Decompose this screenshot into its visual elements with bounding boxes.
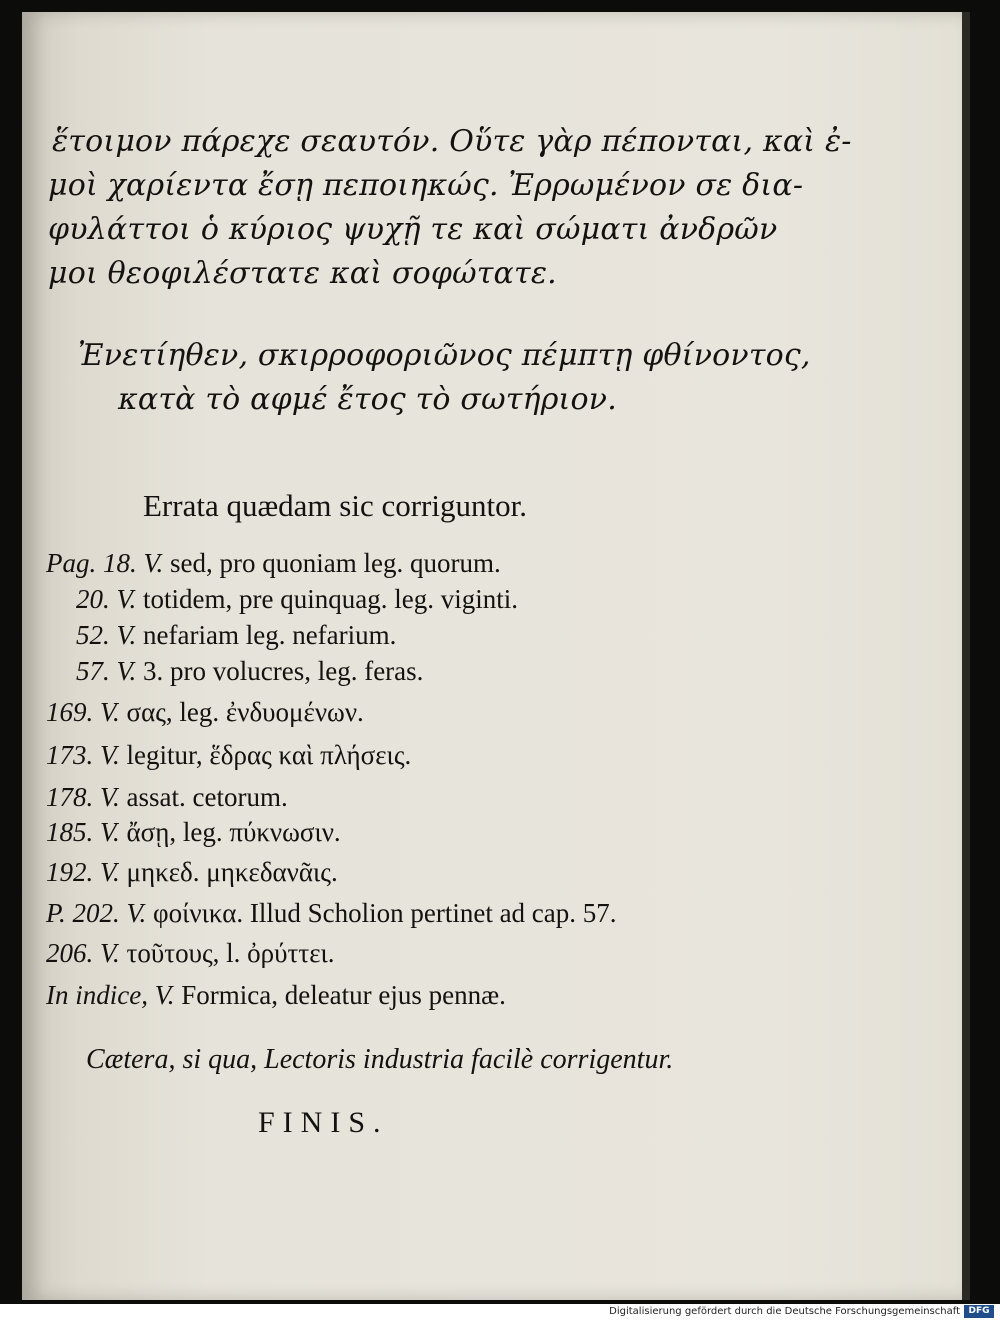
- greek-line: φυλάττοι ὁ κύριος ψυχῇ τε καὶ σώματι ἀνδρῶν: [48, 212, 778, 247]
- greek-line: ἕτοιμον πάρεχε σεαυτόν. Οὕτε γὰρ πέπονται, καὶ ἐ-: [52, 124, 852, 159]
- dateline: κατὰ τὸ αφμέ ἔτος τὸ σωτήριον.: [118, 382, 617, 417]
- errata-entry: In indice, V. Formica, deleatur ejus pennæ.: [46, 980, 506, 1010]
- greek-line: μοὶ χαρίεντα ἔσῃ πεποιηκώς. Ἐρρωμένον σε δια-: [48, 168, 804, 203]
- closing-note: Cætera, si qua, Lectoris industria facilè corrigentur.: [86, 1044, 674, 1075]
- finis: FINIS.: [258, 1106, 389, 1139]
- errata-entry: 206. V. τοῦτους, l. ὀρύττει.: [46, 938, 335, 968]
- errata-entry: 52. V. nefariam leg. nefarium.: [76, 620, 397, 650]
- dateline: Ἐνετίηθεν, σκιρροφοριῶνος πέμπτῃ φθίνοντος,: [78, 338, 811, 373]
- errata-entry: 192. V. μηκεδ. μηκεδανᾶις.: [46, 857, 338, 887]
- dfg-logo-icon: DFG: [964, 1305, 994, 1318]
- errata-entry: 185. V. ἄσῃ, leg. πύκνωσιν.: [46, 817, 341, 847]
- errata-entry: 57. V. 3. pro volucres, leg. feras.: [76, 656, 424, 686]
- errata-entry: 173. V. legitur, ἕδρας καὶ πλήσεις.: [46, 740, 412, 770]
- errata-entry: 20. V. totidem, pre quinquag. leg. viginti.: [76, 584, 518, 614]
- page-edge: [962, 12, 970, 1300]
- errata-entry: 178. V. assat. cetorum.: [46, 782, 288, 812]
- errata-heading: Errata quædam sic corriguntor.: [143, 488, 527, 523]
- funding-credit: Digitalisierung gefördert durch die Deutsche Forschungsgemeinschaft: [609, 1306, 960, 1317]
- errata-entry: P. 202. V. φοίνικα. Illud Scholion pertinet ad cap. 57.: [46, 898, 617, 928]
- errata-entry: 169. V. σας, leg. ἐνδυομένων.: [46, 697, 364, 727]
- errata-entry: Pag. 18. V. sed, pro quoniam leg. quorum.: [46, 548, 501, 578]
- greek-line: μοι θεοφιλέστατε καὶ σοφώτατε.: [48, 256, 557, 291]
